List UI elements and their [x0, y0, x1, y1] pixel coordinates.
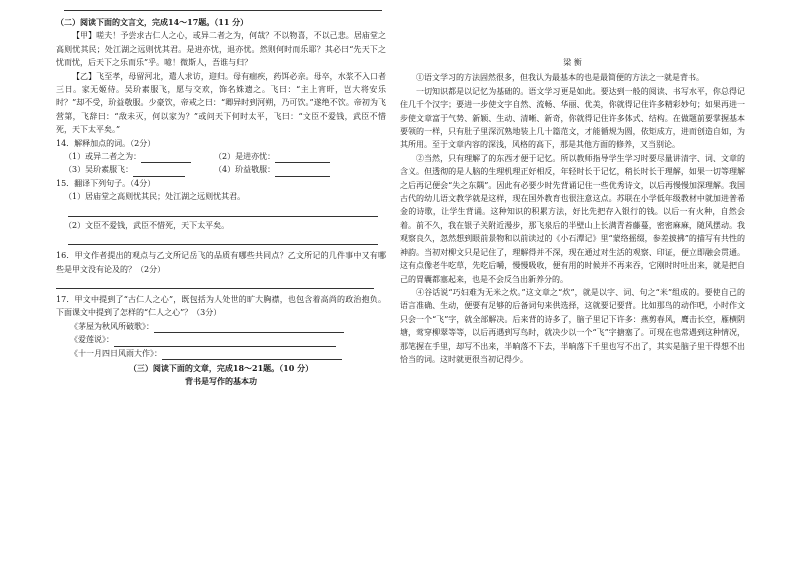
q17-answer-2[interactable] — [114, 333, 336, 346]
yi-passage: 【乙】飞至孝，母留河北，遣人求访，迎归。母有痼疾，药饵必亲。母卒，水浆不入口者三日。家无姬侍。吴玠素服飞，愿与交欢，饰名姝遗之。飞曰：“主上宵旰，岂大将安乐时？”却不受，玠益敬服。少豪饮，帝戒之曰：“卿异时到河朔，乃可饮。”遂绝不饮。帝初为飞营第，飞辞曰：“敌未灭，何以家为？”或问天下何时太平，飞曰：“文臣不爱钱，武臣不惜死，天下太平矣。” — [56, 71, 386, 135]
q17-answer-3[interactable] — [162, 347, 342, 360]
q14: 14．解释加点的词。（2分） — [56, 138, 156, 148]
q17-item-2: 《爱莲说》： — [70, 335, 114, 345]
q17-item-3: 《十一月四日风雨大作》： — [70, 348, 162, 358]
essay-author: 梁 衡 — [563, 58, 582, 67]
left-column — [56, 0, 386, 389]
essay-paragraph-3: ②当然，只有理解了的东西才便于记忆。所以教师指导学生学习时要尽量讲清字、词、文章的含义。但透彻的是人脑的生理机理正好相反，年轻时长于记忆，稍长时长于理解，如果一切等理解之后再记便会“失之东隅”。因此有必要少时先背诵记住一些优秀诗文，以后再慢慢加深理解。我国古代的幼儿语文教学就是这样，现在国外教育也很注意这点。苏联在小学低年级教材中就加进普希金的诗歌，让学生背诵。这种知识的积累方法，好比先把存入银行的钱。以后一有火种，自然会着。前不久，我在银子关附近漫步，那飞泉后的半壁山上长满青苔藤蔓，密密麻麻，随风摆动。我观察良久，忽然想到眼前景物和以前读过的《小石潭记》里“蒙络摇缀，参差披拂”的描写有共性的神韵。当初对柳文只是记住了，理解得并不深，现在通过对生活的观察、印证，便立即融会贯通。这有点像老牛吃草，先吃后嚼，慢慢吸收，便有用的时候并不再来吞，它刚时时吐出来，就是把自己的胃囊都塞起来，也是不会反刍出新养分的。 — [400, 153, 745, 284]
q14-item-4: （4）玠益敬服： — [214, 165, 276, 175]
q16-answer[interactable] — [56, 276, 374, 289]
q17-row-1 — [56, 320, 386, 333]
q17-row-2 — [56, 333, 386, 346]
essay-paragraph-2: 一切知识都是以记忆为基础的。语文学习更是如此。要达到一般的阅读、书写水平，你总得记住几千个汉字；要进一步使文字自然、流畅、华丽、优美，你就得记住许多精彩妙句；如果再进一步使文章富于气势、新颖、生动、清晰、新奇，你就得记住许多体式、结构。在做题前要掌握基本要领的一样，只有肚子里深沉熟地装上几十篇范文，才能循规为圆，依矩成方，进而创造自如，为其所用。至于文章内容的深浅，风格的高下，那是其他方面的修养，又当别论。 — [400, 86, 745, 150]
q14-item-1: （1）或异二者之为： — [64, 152, 142, 162]
q17-row-3 — [56, 347, 386, 360]
q15-answer-1[interactable] — [68, 204, 378, 217]
essay-paragraph-1: ①语文学习的方法固然很多，但我认为最基本的也是最简便的方法之一就是背书。 — [416, 73, 704, 83]
q14-item-2: （2）是进亦忧： — [214, 152, 276, 162]
section2-title: （二）阅读下面的文言文，完成14～17题。（11 分） — [56, 17, 249, 27]
q14-row-1 — [56, 150, 386, 163]
jia-passage: 【甲】嗟夫！予尝求古仁人之心，或异二者之为，何哉？不以物喜，不以己悲。居庙堂之高则忧其民；处江湖之远则忧其君。是进亦忧，退亦忧。然则何时而乐耶？其必曰“先天下之忧而忧，后天下之乐而乐”乎。噫！微斯人，吾谁与归？ — [56, 31, 386, 68]
q15: 15．翻译下列句子。（4分） — [56, 178, 156, 188]
q16: 16．甲文作者提出的观点与乙文所记岳飞的品质有哪些共同点？乙文所记的几件事中又有哪些是甲文没有论及的？（2分） — [56, 251, 386, 274]
q17-item-1: 《茅屋为秋风所破歌》： — [70, 321, 154, 331]
essay-title: 背书是写作的基本功 — [185, 376, 257, 387]
q14-item-3: （3）吴玠素服飞： — [64, 165, 134, 175]
top-rule — [64, 0, 382, 11]
q14-row-2 — [56, 163, 386, 176]
q15-item-1: （1）居庙堂之高则忧其民；处江湖之远则忧其君。 — [64, 192, 246, 202]
q15-item-2: （2）文臣不爱钱，武臣不惜死，天下太平矣。 — [64, 220, 230, 230]
q14-answer-4[interactable] — [275, 176, 330, 177]
q17: 17．甲文中提到了“古仁人之心”，既包括为人处世的旷大胸襟，也包含着高尚的政治抱负。下面课文中提到了怎样的“仁人之心”？（3分） — [56, 294, 386, 318]
q17-answer-1[interactable] — [154, 320, 344, 333]
right-column — [400, 56, 745, 366]
q15-answer-2[interactable] — [68, 232, 378, 245]
essay-paragraph-4: ④谷话说“巧妇难为无米之炊。”这文章之“炊”，就是以字、词、句之“米”组成的。要使自己的语言准确、生动，便要有足够的后备词句来供选择，这就要记要背。比如那鸟的动作吧，小时作文只会一个“飞”字，就全部解决。后来背的诗多了，脑子里记下许多：燕剪春风，鹰击长空，雁横阴塘，莺穿柳翠等等，以后再遇到写鸟时，就决少以一个“飞”字搪塞了。可现在也常遇到这种情况，那笔握在手里，却写不出来，半晌落不下去，半晌落下千里也写不出了，其实是脑子里干得想不出恰当的词。这时就更很当初记得少。 — [400, 287, 745, 364]
section3-title: （三）阅读下面的文章，完成18～21题。（10 分） — [128, 362, 314, 373]
